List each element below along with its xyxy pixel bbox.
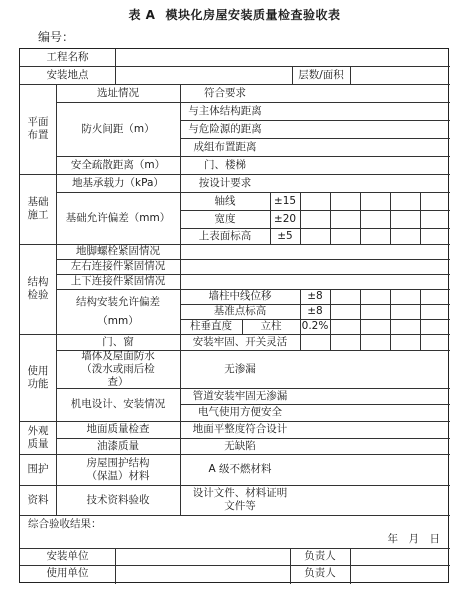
column-vertical-label: 柱垂直度 (190, 320, 232, 332)
standing-column-label: 立柱 (260, 320, 282, 332)
doors-windows-requirement: 安装牢固、开关灵活 (192, 335, 288, 348)
wall-column-offset-label: 墙柱中线位移 (208, 290, 272, 302)
group-function: 使用功能 (27, 364, 49, 390)
foundation-width-label: 宽度 (214, 212, 236, 225)
conclusion-label: 综合验收结果： (28, 517, 102, 530)
foundation-tolerance-label: 基础允许偏差（mm） (65, 211, 171, 224)
bearing-capacity-label: 地基承载力（kPa） (72, 176, 164, 189)
install-unit-label: 安装单位 (46, 550, 89, 562)
divider (420, 192, 421, 244)
foundation-axis-label: 轴线 (214, 194, 236, 207)
group-appearance: 外观质量 (27, 424, 49, 450)
group-structure: 结构检验 (27, 276, 49, 301)
conclusion-date: 年 月 日 (387, 532, 440, 545)
wall-column-offset-value: ±8 (307, 290, 323, 302)
install-location-value[interactable] (116, 66, 292, 84)
divider (20, 515, 450, 516)
inspection-form (19, 48, 449, 583)
serial-number-label: 编号： (38, 30, 75, 44)
foundation-width-value: ±20 (273, 212, 297, 225)
divider (330, 289, 331, 350)
mep-requirement-pipe: 管道安装牢固无渗漏 (192, 389, 288, 402)
foundation-axis-value: ±15 (273, 194, 297, 207)
anchor-bolt-label: 地脚螺栓紧固情况 (76, 245, 160, 257)
install-location-label: 安装地点 (46, 68, 89, 81)
divider (390, 289, 391, 350)
column-vertical-value: 0.2% (301, 320, 329, 332)
divider (300, 192, 301, 244)
structure-tolerance-text: 结构安装允许偏差 (76, 295, 160, 308)
waterproof-requirement: 无渗漏 (224, 362, 256, 375)
ud-connector-label: 上下连接件紧固情况 (70, 275, 166, 287)
use-unit-value[interactable] (116, 565, 290, 582)
enclosure-material-requirement: A 级不燃材料 (208, 463, 272, 475)
dist-group-layout: 成组布置距离 (193, 140, 257, 153)
fire-distance-label: 防火间距（m） (81, 122, 155, 135)
site-selection-label: 选址情况 (97, 86, 139, 99)
foundation-top-elevation-value: ±5 (277, 229, 293, 242)
structure-tolerance-label (56, 289, 180, 334)
datum-elevation-value: ±8 (307, 305, 323, 317)
group-foundation: 基础施工 (27, 196, 49, 221)
dist-main-building: 与主体结构距离 (188, 104, 262, 117)
doors-windows-label: 门、窗 (102, 335, 134, 348)
install-person-in-charge-value[interactable] (351, 548, 450, 565)
dist-hazard-source: 与危险源的距离 (188, 122, 262, 135)
doors-stairs-label: 门、楼梯 (204, 158, 246, 171)
divider (360, 192, 361, 244)
project-name-label: 工程名称 (46, 51, 89, 63)
table-title-text: 模块化房屋安装质量检查验收表 (165, 8, 341, 22)
lr-connector-label: 左右连接件紧固情况 (70, 260, 166, 272)
mep-requirement-electric: 电气使用方便安全 (198, 406, 282, 418)
ground-quality-label: 地面质量检查 (86, 423, 150, 435)
group-enclosure: 围护 (27, 463, 49, 475)
group-site-layout: 平面布置 (27, 116, 49, 141)
divider (390, 192, 391, 244)
use-unit-label: 使用单位 (46, 567, 89, 579)
divider (360, 289, 361, 350)
enclosure-material-label: 房屋围护结构（保温）材料 (86, 456, 150, 482)
technical-documents-requirement: 设计文件、材料证明文件等 (192, 487, 288, 512)
table-label: 表 A (128, 8, 156, 22)
install-person-in-charge-label: 负责人 (304, 550, 336, 562)
floor-area-label: 层数/面积 (298, 68, 344, 81)
use-person-in-charge-value[interactable] (351, 565, 450, 582)
install-unit-value[interactable] (116, 548, 290, 565)
datum-elevation-label: 基准点标高 (213, 305, 267, 317)
site-requirement-label: 符合要求 (204, 86, 246, 99)
technical-documents-label: 技术资料验收 (86, 493, 150, 506)
use-person-in-charge-label: 负责人 (304, 567, 336, 579)
table-title (0, 6, 469, 23)
per-design-label: 按设计要求 (198, 176, 252, 189)
group-documents: 资料 (27, 493, 49, 506)
waterproof-label: 墙体及屋面防水（泼水或雨后检查） (81, 349, 155, 388)
paint-quality-requirement: 无缺陷 (224, 439, 256, 452)
project-name-value[interactable] (116, 49, 450, 66)
paint-quality-label: 油漆质量 (97, 439, 139, 452)
divider (420, 289, 421, 350)
structure-tolerance-unit: （mm） (97, 314, 139, 327)
foundation-top-elevation-label: 上表面标高 (198, 229, 252, 242)
evacuation-distance-label: 安全疏散距离（m） (70, 158, 166, 171)
mep-label: 机电设计、安装情况 (70, 398, 166, 410)
floor-area-value[interactable] (351, 66, 450, 84)
ground-quality-requirement: 地面平整度符合设计 (192, 423, 288, 435)
divider (330, 192, 331, 244)
